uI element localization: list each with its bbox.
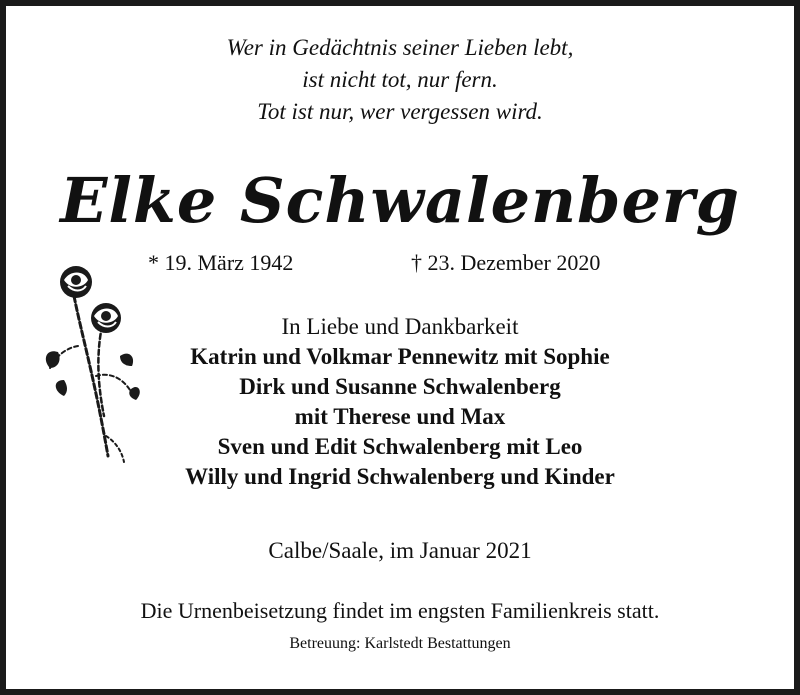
mourners-intro: In Liebe und Dankbarkeit (281, 314, 519, 339)
quote-line: Wer in Gedächtnis seiner Lieben lebt, (226, 35, 574, 60)
memorial-quote (6, 32, 794, 128)
quote-line: Tot ist nur, wer vergessen wird. (257, 99, 543, 124)
burial-notice: Die Urnenbeisetzung findet im engsten Familienkreis statt. (140, 598, 660, 623)
deceased-name: Elke Schwalenberg (60, 164, 740, 237)
mourner-line: Willy und Ingrid Schwalenberg und Kinder (185, 464, 615, 489)
birth-date: * 19. März 1942 (148, 250, 294, 275)
mourner-line: Katrin und Volkmar Pennewitz mit Sophie (190, 344, 610, 369)
mourner-line: mit Therese und Max (294, 404, 506, 429)
death-date: † 23. Dezember 2020 (411, 250, 601, 275)
mourner-line: Dirk und Susanne Schwalenberg (239, 374, 561, 399)
mourner-line: Sven und Edit Schwalenberg mit Leo (217, 434, 583, 459)
funeral-home: Betreuung: Karlstedt Bestattungen (289, 635, 511, 652)
place-date: Calbe/Saale, im Januar 2021 (268, 538, 532, 563)
quote-line: ist nicht tot, nur fern. (302, 67, 498, 92)
mourners-list (6, 342, 794, 492)
